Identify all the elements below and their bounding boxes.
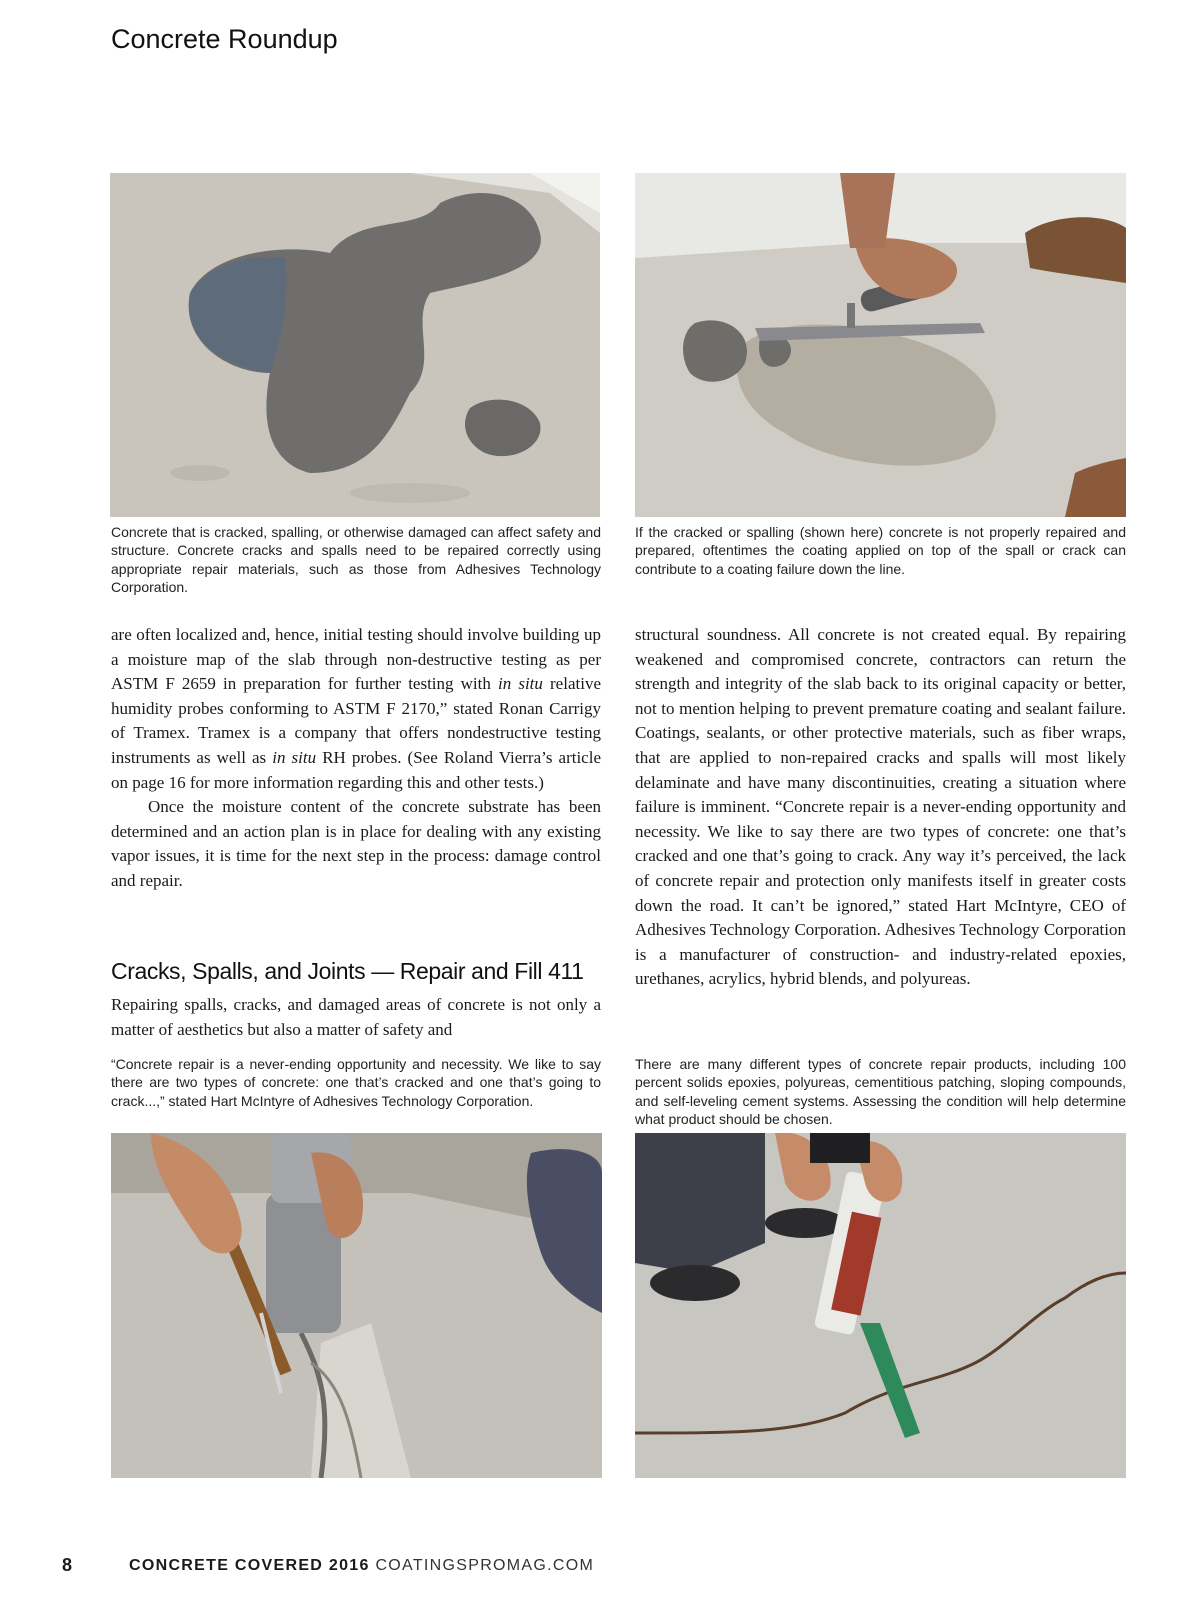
caption-bottom-right: There are many different types of concrete repair products, including 100 percent solids epoxies, polyureas, cementitious patching, sloping compounds, and self-leveling cement systems. Assessing the condition will help determine what product should be chosen. [635,1056,1126,1127]
publication-name: CONCRETE COVERED 2016 [129,1557,370,1574]
website-link[interactable]: COATINGSPROMAG.COM [375,1557,595,1574]
caption-top-left: Concrete that is cracked, spalling, or otherwise damaged can affect safety and structure. Concrete cracks and spalls need to be repaired correctly using appropriate repair materials, such as those from Adhesives Technology Corporation. [111,524,601,595]
photo-damaged-concrete [110,173,600,517]
right-paragraph-1: structural soundness. All concrete is not created equal. By repairing weakened and compromised concrete, contractors can return the strength and integrity of the slab back to its original capacity or better, not to mention helping to prevent premature coating and sealant failure. Coatings, sealants, or other protective materials, such as fiber wraps, that are applied to non-repaired cracks and spalls will most likely delaminate and have many discontinuities, creating a situation where failure is imminent. “Concrete repair is a never-ending opportunity and necessity. We like to say there are two types of concrete: one that’s cracked and one that’s going to crack. Any way it’s perceived, the lack of concrete repair and protection only manifests itself in greater costs down the road. It can’t be ignored,” stated Hart McIntyre, CEO of Adhesives Technology Corporation. Adhesives Technology Corporation is a manufacturer of construction- and industry-related epoxies, urethanes, acrylics, hybrid blends, and polyureas. [635,625,1126,989]
left-paragraph-2: Once the moisture content of the concrete substrate has been determined and an action plan is in place for dealing with any existing vapor issues, it is time for the next step in the process: damage control and repair. [111,797,601,890]
caption-bottom-left: “Concrete repair is a never-ending opportunity and necessity. We like to say there are two types of concrete: one that’s cracked and one that’s going to crack...,” stated Hart McIntyre of Adhesives Technology Corporation. [111,1056,601,1109]
photo-trowel-patching [635,173,1126,517]
section-title: Concrete Roundup [111,24,338,54]
left-column-continued [111,993,601,1042]
left-column [111,623,601,894]
left-paragraph-3: Repairing spalls, cracks, and damaged areas of concrete is not only a matter of aesthetics but also a matter of safety and [111,995,601,1039]
section-heading: Cracks, Spalls, and Joints — Repair and Fill 411 [111,958,584,984]
right-column [635,623,1126,992]
page-number: 8 [62,1555,73,1575]
photo-crack-cleaning [111,1133,602,1478]
footer-publication [129,1557,594,1575]
caption-top-right: If the cracked or spalling (shown here) concrete is not properly repaired and prepared, oftentimes the coating applied on top of the spall or crack can contribute to a coating failure down the line. [635,524,1126,577]
left-paragraph-1: are often localized and, hence, initial testing should involve building up a moisture map of the slab through non-destructive testing as per ASTM F 2659 in preparation for further testing with in situ relative humidity probes conforming to ASTM F 2170,” stated Ronan Carrigy of Tramex. Tramex is a company that offers nondestructive testing instruments as well as in situ RH probes. (See Roland Vierra’s article on page 16 for more information regarding this and other tests.) [111,625,601,792]
photo-crack-filling [635,1133,1126,1478]
